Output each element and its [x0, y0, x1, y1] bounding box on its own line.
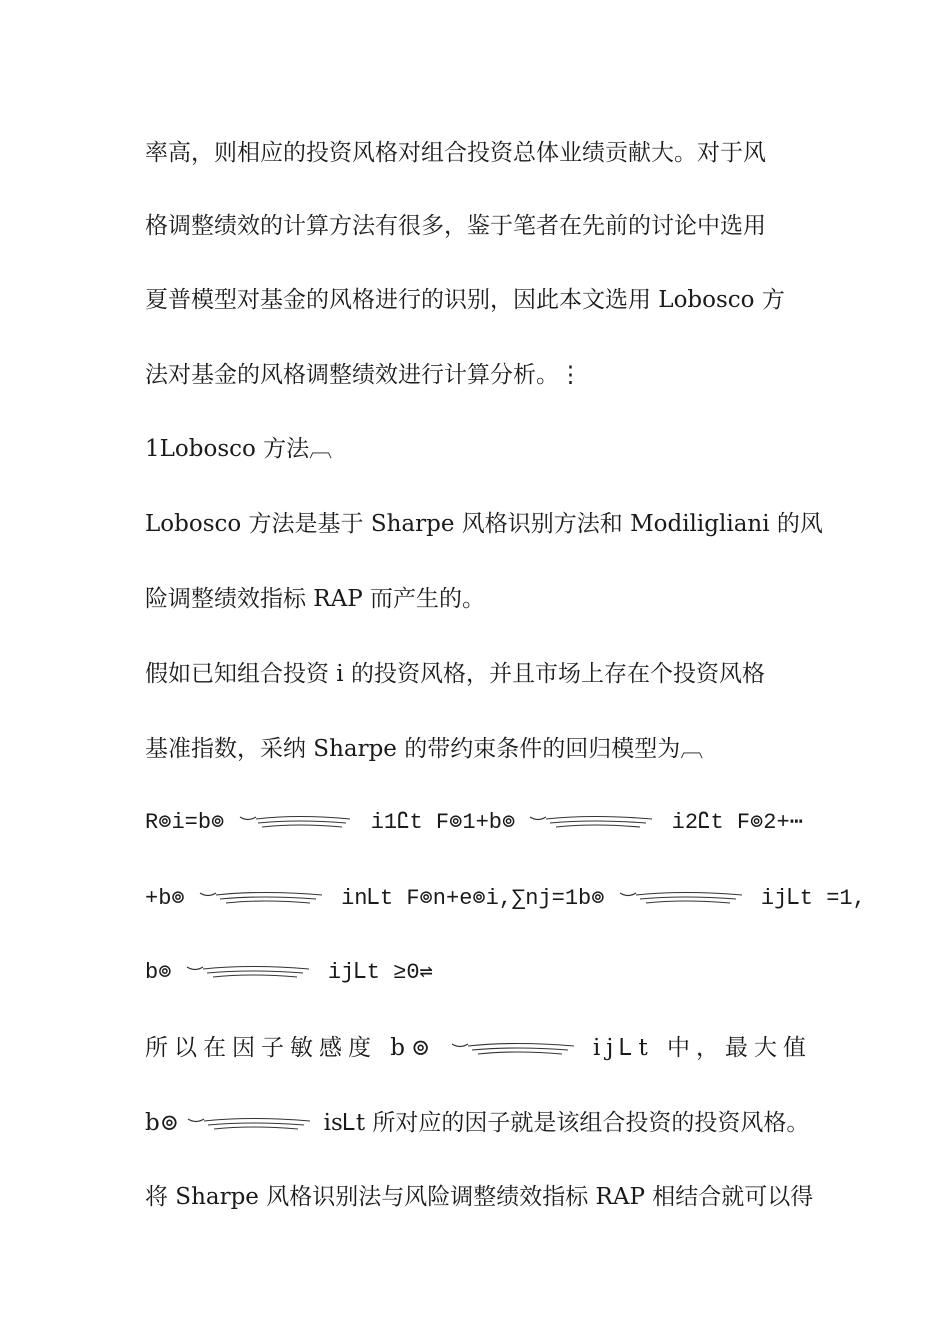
- paragraph-line: 法对基金的风格调整绩效进行计算分析。⋮: [145, 362, 582, 388]
- paragraph-line: 假如已知组合投资 i 的投资风格，并且市场上存在个投资风格: [145, 661, 765, 687]
- paragraph-line: Lobosco 方法是基于 Sharpe 风格识别方法和 Modiligliani 的风: [145, 511, 823, 537]
- paragraph-line: 将 Sharpe 风格识别法与风险调整绩效指标 RAP 相结合就可以得: [145, 1184, 814, 1210]
- paragraph-text: b⊚: [145, 1110, 179, 1136]
- formula-text: b⊚: [145, 960, 172, 985]
- formula-line: [145, 958, 810, 988]
- section-heading: 1Lobosco 方法︹: [145, 436, 333, 462]
- tilde-overline-icon: [528, 811, 658, 833]
- formula-line: [145, 808, 810, 838]
- tilde-overline-icon: [618, 887, 748, 909]
- formula-text: i2Ꮭt F⊚2+⋯: [671, 810, 803, 835]
- tilde-overline-icon: [185, 961, 315, 983]
- paragraph-line: [145, 1108, 810, 1138]
- tilde-overline-icon: [450, 1038, 580, 1060]
- paragraph-line: 格调整绩效的计算方法有很多，鉴于笔者在先前的讨论中选用: [145, 213, 766, 239]
- paragraph-text: isᏞt 所对应的因子就是该组合投资的投资风格。: [323, 1110, 810, 1136]
- formula-text: i1Ꮭt F⊚1+b⊚: [370, 810, 516, 835]
- paragraph-text: ijᏞt 中，最大值: [592, 1035, 813, 1061]
- formula-text: inᏞt F⊚n+e⊚i,∑nj=1b⊚: [341, 886, 605, 911]
- paragraph-line: 险调整绩效指标 RAP 而产生的。: [145, 586, 486, 612]
- paragraph-text: 所以在因子敏感度 b⊚: [145, 1035, 437, 1061]
- paragraph-line: 基准指数，采纳 Sharpe 的带约束条件的回归模型为︹: [145, 736, 704, 762]
- formula-text: R⊚i=b⊚: [145, 810, 225, 835]
- formula-line: [145, 884, 866, 914]
- paragraph-line: 率高，则相应的投资风格对组合投资总体业绩贡献大。对于风: [145, 140, 766, 166]
- tilde-overline-icon: [186, 1113, 316, 1135]
- paragraph-line: [145, 1033, 813, 1063]
- formula-text: +b⊚: [145, 886, 185, 911]
- tilde-overline-icon: [198, 887, 328, 909]
- tilde-overline-icon: [238, 811, 358, 833]
- formula-text: ijᏞt =1,: [760, 886, 866, 911]
- formula-text: ijᏞt ≥0⇌: [327, 960, 433, 985]
- paragraph-line: 夏普模型对基金的风格进行的识别，因此本文选用 Lobosco 方: [145, 287, 785, 313]
